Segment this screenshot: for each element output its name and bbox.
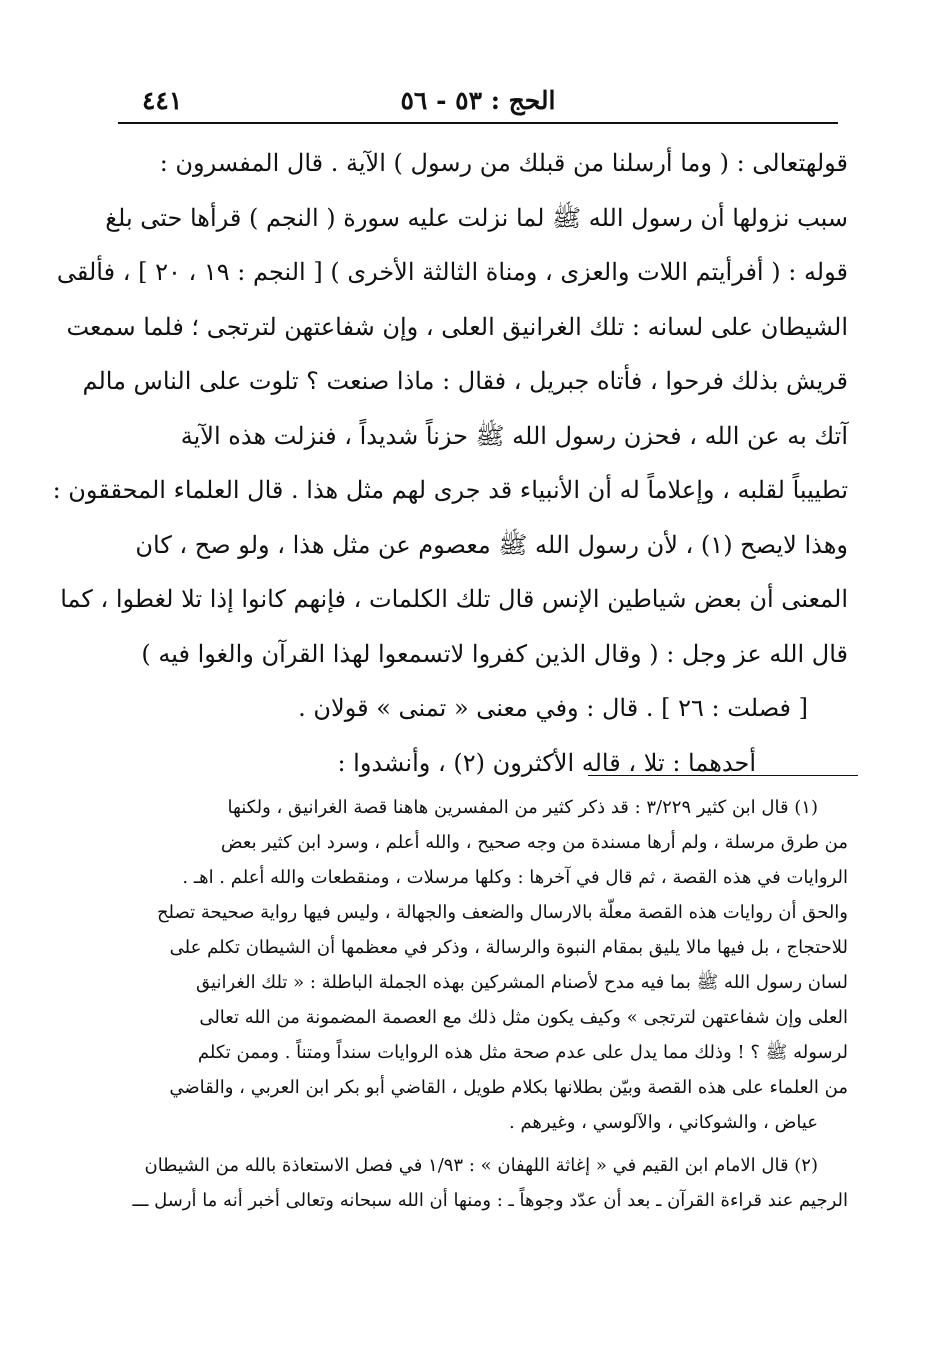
main-line-6: آتك به عن الله ، فحزن رسول الله ﷺ حزناً شديداً ، فنزلت هذه الآية — [180, 421, 848, 450]
main-line-3: قوله : ( أفرأيتم اللات والعزى ، ومناة الثالثة الأخرى ) [ النجم : ١٩ ، ٢٠ ] ، فألقى — [56, 258, 848, 286]
footnote-line: لرسوله ﷺ ؟ ! وذلك مما يدل على عدم صحة مثل هذه الروايات سنداً ومتناً . وممن تكلم — [197, 1042, 848, 1063]
page-number: ٤٤١ — [142, 86, 183, 115]
main-line-1: قولهتعالى : ( وما أرسلنا من قبلك من رسول ) الآية . قال المفسرون : — [159, 149, 848, 177]
footnote-line: للاحتجاج ، بل فيها مالا يليق بمقام النبوة والرسالة ، وذكر في معظمها أن الشيطان تكلم على — [169, 937, 848, 958]
footnote-separator — [588, 775, 858, 776]
footnote-line: والحق أن روايات هذه القصة معلّة بالارسال والضعف والجهالة ، وليس فيها رواية صحيحة تصلح — [156, 902, 848, 923]
main-line-12: أحدهما : تلا ، قاله الأكثرون (٢) ، وأنشدوا : — [337, 748, 756, 777]
main-line-5: قريش بذلك فرحوا ، فأتاه جبريل ، فقال : ماذا صنعت ؟ تلوت على الناس مالم — [82, 367, 848, 395]
main-line-2: سبب نزولها أن رسول الله ﷺ لما نزلت عليه سورة ( النجم ) قرأها حتى بلغ — [105, 203, 848, 232]
page-header — [118, 78, 838, 124]
footnote-line: الرجيم عند قراءة القرآن ـ بعد أن عدّد وجوهاً ـ : ومنها أن الله سبحانه وتعالى أخبر أنه ما أرسل ـــ — [132, 1190, 848, 1211]
footnote-line: العلى وإن شفاعتهن لترتجى » وكيف يكون مثل ذلك مع العصمة المضمونة من الله تعالى — [199, 1007, 848, 1028]
main-line-11: [ فصلت : ٢٦ ] . قال : وفي معنى « تمنى » قولان . — [298, 694, 808, 722]
footnote-2 — [110, 1148, 848, 1218]
main-line-7: تطييباً لقلبه ، وإعلاماً له أن الأنبياء قد جرى لهم مثل هذا . قال العلماء المحققون : — [52, 476, 848, 504]
footnote-line: (٢) قال الامام ابن القيم في « إغاثة اللهفان » : ١/٩٣ في فصل الاستعاذة بالله من الشيطان — [144, 1155, 818, 1176]
main-text — [52, 136, 848, 790]
footnote-line: من طرق مرسلة ، ولم أرها مسندة من وجه صحيح ، والله أعلم ، وسرد ابن كثير بعض — [220, 832, 848, 853]
footnote-line: الروايات في هذه القصة ، ثم قال في آخرها : وكلها مرسلات ، ومنقطعات والله أعلم . اهـ . — [182, 867, 848, 888]
footnote-line: من العلماء على هذه القصة وبيّن بطلانها بكلام طويل ، القاضي أبو بكر ابن العربي ، والقاضي — [169, 1077, 848, 1098]
footnote-line: لسان رسول الله ﷺ بما فيه مدح لأصنام المشركين بهذه الجملة الباطلة : « تلك الغرانيق — [196, 972, 848, 993]
footnote-line: عياض ، والشوكاني ، والآلوسي ، وغيرهم . — [509, 1112, 818, 1133]
chapter-verse-title: الحج : ٥٣ - ٥٦ — [400, 86, 556, 115]
footnotes — [110, 790, 848, 1218]
main-line-9: المعنى أن بعض شياطين الإنس قال تلك الكلمات ، فإنهم كانوا إذا تلا لغطوا ، كما — [60, 585, 848, 613]
main-line-8: وهذا لايصح (١) ، لأن رسول الله ﷺ معصوم عن مثل هذا ، ولو صح ، كان — [135, 530, 848, 559]
footnote-1 — [110, 790, 848, 1140]
footnote-line: (١) قال ابن كثير ٣/٢٢٩ : قد ذكر كثير من المفسرين هاهنا قصة الغرانيق ، ولكنها — [227, 797, 818, 818]
header-rule — [118, 122, 838, 124]
main-line-10: قال الله عز وجل : ( وقال الذين كفروا لاتسمعوا لهذا القرآن والغوا فيه ) — [141, 639, 848, 668]
main-line-4: الشيطان على لسانه : تلك الغرانيق العلى ، وإن شفاعتهن لترتجى ؛ فلما سمعت — [66, 312, 848, 341]
